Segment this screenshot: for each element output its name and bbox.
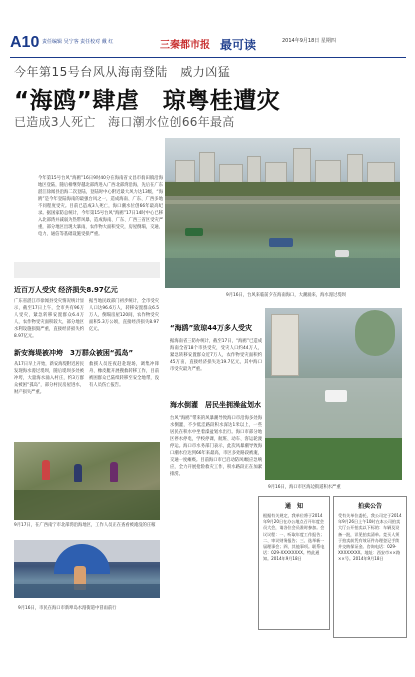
section-title-backflow: 海水倒灌 居民坐拥澡盆划水 — [170, 401, 261, 409]
section-divider-box — [14, 262, 160, 278]
article-subhead: 已造成3人死亡 海口潮水位创66年最高 — [14, 115, 235, 129]
header-rule — [10, 57, 406, 58]
section-title: 最可读 — [220, 38, 257, 52]
article-headline: “海鸥”肆虐 琼粤桂遭灾 — [14, 88, 281, 114]
section-title-seawall: 新安海堤被冲垮 3万群众被困“孤岛” — [14, 349, 134, 357]
notice-title: 通 知 — [284, 503, 303, 510]
photo-caption-street: 9月16日，市民在海口市新埠岛水漫街道中冒雨前行 — [18, 606, 117, 611]
photo-caption-flooded-street: 9月16日，海口市区海边街道积水严重 — [268, 485, 341, 490]
section-body-seawall-a: 从17日早上开始，新安海堤附近居民发现海水漫过堤坝，随后堤坝多处被冲垮，大量海水涌入村庄，约3万群众被困“孤岛”，部分村民房屋进水，财产损失严重。 — [14, 362, 84, 395]
notice-box — [258, 496, 330, 630]
auction-notice-body: 受有关单位委托，我公司定于2014年9月26日上午10时在本公司拍卖大厅公开拍卖以下标的：车辆及设备一批，详见拍卖清单。竞买人须于拍卖前凭有效证件办理登记手续并交纳保证金。咨询电话：029-XXXXXXXX。地址：西安市××路××号。2014年9月18日 — [338, 513, 402, 562]
issue-date: 2014年9月18日 星期四 — [282, 38, 336, 44]
editor-info: 责任编辑 吴宁客 责任校对 戴 红 — [42, 39, 114, 45]
section-body-loss-b: 据当地民政部门初步统计，全市受灾人口达96.6万人，转移安置群众6.5万人，倒塌房屋120间，农作物受灾面积5.3万公顷，直接经济损失8.97亿元。 — [89, 299, 159, 332]
page-header — [10, 34, 406, 56]
section-title-loss: 近百万人受灾 经济损失8.97亿元 — [14, 286, 118, 294]
flooded-street-photo — [265, 308, 402, 480]
farm-flood-photo — [14, 442, 160, 520]
photo-caption-main: 9月16日，台风来临前夕在海南海口，大潮涌来，海水漫过堤坝 — [226, 293, 346, 298]
lead-paragraph: 今年第15号台风“海鸥”16日9时40分在海南省文昌市翁田镇沿海地区登陆，随后相继穿越北部湾进入广西北部湾沿海，先后在广东湛江徐闻县沿海二次登陆，登陆时中心附近最大风力达13级，“海鸥”是今年登陆海南的最强台风之一，造成海南、广东、广西多地不同程度受灾。目前已造成3人死亡，海口潮水位创66年最高纪录。据国家防总统计，今年第15号台风“海鸥”17日14时中心已移入北部湾并减弱为热带风暴，造成海南、广东、广西三省区受灾严重，部分地区出现大暴雨，农作物大面积受灾，房屋倒塌，交通、电力、通信等基础设施受损严重。 — [38, 176, 163, 237]
flood-photo-main — [165, 138, 400, 288]
article-kicker: 今年第15号台风从海南登陆 威力凶猛 — [14, 65, 231, 79]
street-flood-photo — [14, 540, 160, 598]
auction-notice-title: 拍卖公告 — [357, 503, 382, 510]
section-title-hainan: “海鸥”致琼44万多人受灾 — [170, 324, 252, 332]
notice-body: 根据有关规定，我单位将于2014年9月20日在办公地点召开年度会员大会，请各位会员准时参加。会议议程：一、听取年度工作报告；二、审议财务报告；三、选举新一届理事会；四、其他事项。联系电话：029-XXXXXXXX。特此通知。2014年9月18日 — [263, 513, 325, 562]
section-body-loss-a: 广东省湛江市徐闻县受灾情况统计显示，截至17日上午，全市共有96万人受灾，紧急转移安置群众6.4万人，农作物受灾面积较大，部分地区水利设施损毁严重，直接经济损失约8.97亿元。 — [14, 299, 84, 339]
section-body-seawall-b: 救援人员连夜赶赴现场，调集冲锋舟、橡皮艇开展搜救转移工作，目前被困群众已陆续转移至安全地带，没有人员伤亡报告。 — [89, 362, 159, 388]
auction-notice-box — [333, 496, 407, 638]
section-body-hainan: 据海南省三防办统计，截至17日，“海鸥”已造成海南全省18个市县受灾，受灾人口约44万人，紧急转移安置群众近7万人，农作物受灾面积约45万亩，直接经济损失达19.7亿元，其中海口市受灾最为严重。 — [170, 339, 262, 372]
page-number: A10 — [10, 34, 40, 51]
photo-caption-farm: 9月17日，在广西南宁市北部湾沿海地区，工作人员正在查看被淹没的庄稼 — [14, 523, 156, 528]
newspaper-logo: 三秦都市报 — [160, 40, 210, 51]
section-body-backflow: 台风“海鸥”带来的风暴潮导致海口市沿海多处海水倒灌，不少低洼路段积水深达1米以上，一些居民在积水中坐着澡盆划水出行。海口市部分地区停水停电，学校停课，航班、动车、客运轮渡停运。海口市水务部门表示，此次风暴潮导致海口潮水位达到66年来最高，市区多处路段被淹，交通一度瘫痪。目前海口市已启动防风Ⅰ级应急响应，全力开展抢险救灾工作，积水路段正在加紧排涝。 — [170, 416, 262, 477]
